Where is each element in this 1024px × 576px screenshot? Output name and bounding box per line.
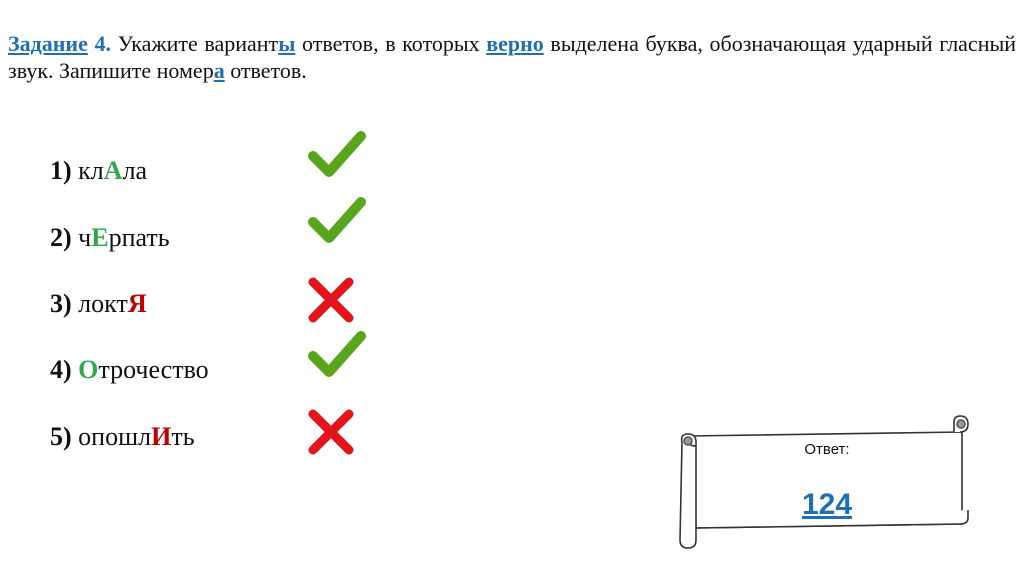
option-number: 1): [50, 156, 72, 185]
option-number: 4): [50, 355, 72, 384]
option-3: [50, 288, 147, 320]
cross-icon: [306, 407, 356, 457]
answer-label: Ответ:: [804, 441, 850, 458]
task-statement: [8, 30, 1016, 84]
task-number: 4: [87, 31, 106, 56]
task-text-2: ответов, в которых: [295, 31, 487, 56]
option-suffix: ла: [122, 156, 148, 185]
option-prefix: ч: [71, 223, 92, 252]
answer-value: 124: [801, 488, 853, 521]
option-prefix: кл: [71, 156, 104, 185]
option-prefix: локт: [71, 289, 128, 318]
option-number: 5): [50, 422, 72, 451]
option-number: 3): [50, 289, 72, 318]
option-suffix: трочество: [98, 355, 209, 384]
stressed-letter: И: [151, 422, 172, 451]
check-icon: [306, 328, 368, 380]
task-text-1: Укажите вариант: [117, 31, 279, 56]
option-suffix: ть: [171, 422, 195, 451]
stressed-letter: Е: [91, 223, 109, 252]
option-2: [50, 222, 170, 254]
option-4: [50, 354, 209, 386]
check-icon: [306, 128, 368, 180]
task-label: Задание: [8, 31, 88, 56]
task-highlight-2: верно: [486, 31, 544, 56]
check-icon: [306, 194, 368, 246]
stressed-letter: А: [103, 156, 123, 185]
task-highlight-1: ы: [278, 31, 296, 56]
option-number: 2): [50, 223, 72, 252]
task-text-3: выделена буква, обозначающая ударный гласный звук. Запишите номер: [8, 31, 1017, 83]
option-prefix: опошл: [71, 422, 152, 451]
stressed-letter: О: [78, 355, 99, 384]
option-5: [50, 421, 195, 453]
answer-scroll: [676, 414, 976, 550]
cross-icon: [306, 275, 356, 325]
task-text-4: ответов.: [224, 58, 307, 83]
option-1: [50, 155, 147, 187]
stressed-letter: Я: [127, 289, 147, 318]
task-highlight-3: а: [213, 58, 225, 83]
task-dot: .: [105, 31, 118, 56]
option-suffix: рпать: [108, 223, 170, 252]
